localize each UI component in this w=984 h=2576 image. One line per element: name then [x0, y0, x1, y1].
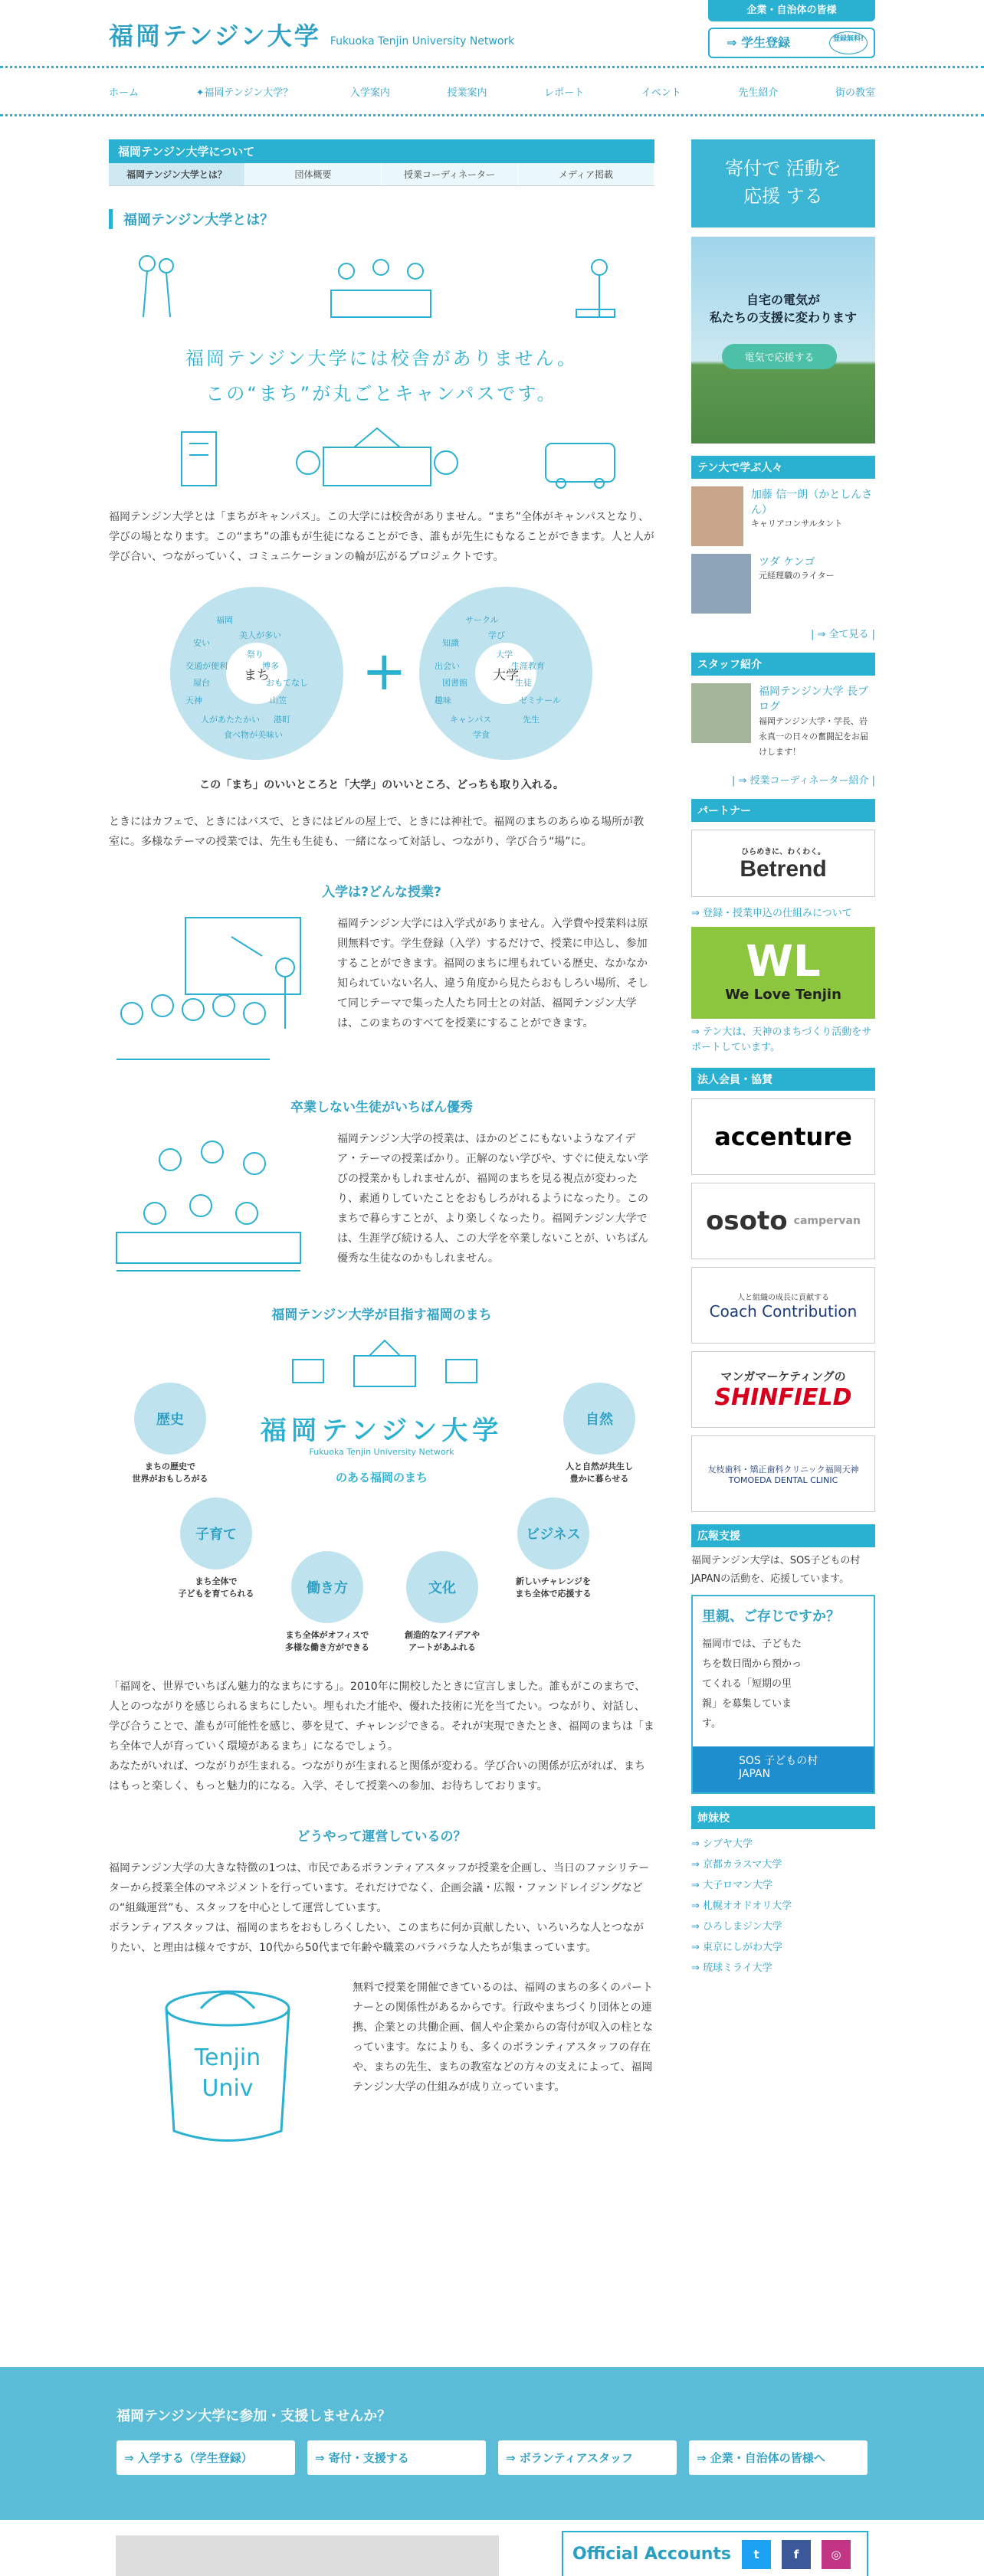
- vision-item: [281, 1551, 373, 1654]
- vision-logo-en: Fukuoka Tenjin University Network: [309, 1447, 454, 1457]
- sponsor-osoto[interactable]: [691, 1183, 875, 1259]
- arrow-icon: ⇒: [691, 1859, 704, 1871]
- operation-heading: どうやって運営しているの？: [297, 1829, 467, 1844]
- sister-school-link[interactable]: [691, 1958, 875, 1979]
- corporate-heading: 法人会員・協賛: [691, 1068, 875, 1091]
- box-label: Tenjin Univ: [194, 2044, 261, 2102]
- vision-item: [124, 1383, 216, 1485]
- sponsor-shinfield[interactable]: [691, 1351, 875, 1428]
- betrend-logo[interactable]: [691, 830, 875, 897]
- sponsor-coach[interactable]: [691, 1267, 875, 1344]
- join-volunteer-button[interactable]: ⇒ ボランティアスタッフ: [498, 2440, 677, 2475]
- sato-title: 里親、ご存じですか？: [702, 1609, 840, 1625]
- word-item: キャンパス: [450, 715, 492, 725]
- nav-bottom-border: [0, 114, 984, 116]
- word-item: 学食: [473, 730, 490, 740]
- sister-school-name: シブヤ大学: [703, 1838, 753, 1850]
- sos-name: SOS 子どもの村: [739, 1755, 818, 1767]
- staff-blog-desc: 福岡テンジン大学・学長、岩永真一の日々の奮闘記をお届けします！: [759, 716, 868, 757]
- plus-icon: +: [362, 640, 407, 702]
- sister-school-link[interactable]: [691, 1916, 875, 1937]
- vision-sub: のある福岡のまち: [335, 1471, 428, 1484]
- arrow-icon: ⇒: [691, 1838, 704, 1850]
- tab-about[interactable]: 福岡テンジン大学とは？: [109, 163, 245, 185]
- sister-school-name: ひろしまジン大学: [703, 1921, 782, 1933]
- electricity-banner[interactable]: [691, 237, 875, 444]
- vision-item-desc: 創造的なアイデアや アートがあふれる: [404, 1630, 480, 1652]
- sister-school-name: 札幌オオドオリ大学: [703, 1900, 792, 1912]
- sister-school-link[interactable]: [691, 1896, 875, 1916]
- vision-item: [507, 1497, 599, 1600]
- sister-school-link[interactable]: [691, 1834, 875, 1854]
- person-2-name[interactable]: ツダ ケンゴ: [759, 556, 815, 568]
- sister-school-link[interactable]: [691, 1875, 875, 1896]
- vision-item-desc: まち全体で 子どもを育てられる: [178, 1576, 254, 1599]
- sister-school-name: 京都カラスマ大学: [703, 1859, 782, 1871]
- vision-item: [553, 1383, 645, 1485]
- site-logo[interactable]: [109, 17, 514, 52]
- electricity-button[interactable]: 電気で応援する: [722, 344, 837, 369]
- main-nav: [109, 68, 875, 114]
- vision-town-icons: [285, 1337, 484, 1390]
- instagram-icon[interactable]: ◎: [822, 2540, 851, 2569]
- vision-diagram: [109, 1337, 654, 1658]
- nav-classrooms[interactable]: 街の教室: [835, 87, 875, 99]
- word-item: 港町: [274, 715, 290, 725]
- machi-daigaku-diagram: [109, 579, 654, 771]
- betrend-name: Betrend: [740, 856, 827, 882]
- word-item: 交通が便利: [185, 661, 228, 671]
- logo-subtitle: Fukuoka Tenjin University Network: [330, 35, 515, 47]
- word-item: 天神: [185, 696, 202, 705]
- tomoeda-name: 友枝歯科・矯正歯科クリニック福岡天神: [707, 1464, 859, 1475]
- staff-avatar: [691, 683, 751, 743]
- about-paragraph-2: ときにはカフェで、ときにはバスで、ときにはビルの屋上で、ときには神社で。福岡のまちのあらゆる場所が教室に。多様なテーマの授業では、先生も生徒も、一緒になって対話し、つながり、学び合う“場”に。: [109, 816, 645, 848]
- register-label: 学生登録: [740, 35, 790, 50]
- shinfield-tagline: マンガマーケティングの: [720, 1370, 846, 1383]
- arrow-icon: ⇒: [727, 35, 741, 50]
- word-item: 安い: [193, 638, 210, 648]
- twitter-icon[interactable]: t: [742, 2540, 771, 2569]
- admission-heading: 入学は?どんな授業?: [322, 885, 441, 900]
- sub-tabs: [109, 163, 654, 186]
- vision-item-circle: 子育て: [180, 1497, 252, 1569]
- word-item: 食べ物が美味い: [224, 730, 283, 740]
- staff-heading: スタッフ紹介: [691, 653, 875, 676]
- tab-coordinator[interactable]: 授業コーディネーター: [382, 163, 518, 185]
- coach-name: Coach Contribution: [709, 1301, 858, 1321]
- operation-paragraph-3: 無料で授業を開催できているのは、福岡のまちの多くのパートナーとの関係性があるからです。行政やまちづくり団体との連携、企業との共働企画、個人や企業からの寄付が収入の柱となっています。なによりも、多くのボランティアスタッフの存在や、まちの先生、まちの教室などの方々の支えによって、福岡テンジン大学の仕組みが成り立っています。: [353, 1982, 653, 2093]
- about-paragraph-1: 福岡テンジン大学とは「まちがキャンパス」。この大学には校舎がありません。“まち”全体がキャンパスとなり、学びの場となります。この“まち”の誰もが生徒になることができ、誰もが先生にもなることができます。人と人が学び合い、つながっていく、コミュニケーションの輪が広がるプロジェクトです。: [109, 511, 654, 563]
- person-1-name[interactable]: 加藤 信一朗（かとしんさん）: [750, 489, 873, 516]
- vision-item-desc: まち全体がオフィスで 多様な働き方ができる: [285, 1630, 369, 1652]
- students-illustration: [109, 1129, 316, 1275]
- vision-item-circle: ビジネス: [517, 1497, 589, 1569]
- bottom-placeholder: [116, 2535, 499, 2576]
- student-heading: 卒業しない生徒がいちばん優秀: [290, 1100, 473, 1115]
- join-buttons: [116, 2440, 868, 2475]
- sos-en: JAPAN: [739, 1768, 771, 1780]
- vision-item-desc: まちの歴史で 世界がおもしろがる: [132, 1461, 208, 1484]
- vision-item-desc: 人と自然が共生し 豊かに暮らせる: [566, 1461, 633, 1484]
- sister-school-name: 東京にしがわ大学: [703, 1942, 783, 1953]
- tomoeda-en: TOMOEDA DENTAL CLINIC: [728, 1475, 838, 1485]
- vision-logo-jp: 福岡テンジン大学: [260, 1416, 503, 1446]
- word-item: 福岡: [216, 615, 233, 625]
- logo-text: 福岡テンジン大学: [109, 21, 321, 51]
- sos-footer: [693, 1746, 874, 1792]
- nav-classes[interactable]: 授業案内: [447, 87, 487, 99]
- osoto-sub: campervan: [793, 1215, 861, 1227]
- word-item: 生徒: [515, 678, 532, 688]
- join-corporate-button[interactable]: ⇒ 企業・自治体の皆様へ: [689, 2440, 868, 2475]
- operation-paragraph-1: 福岡テンジン大学の大きな特徴の1つは、市民であるボランティアスタッフが授業を企画し、当日のファシリテーターから授業全体のマネジメントを行っています。それだけでなく、企画会議・広報・ファンドレイジングなどの“組織運営”も、スタッフを中心として運営しています。: [109, 1862, 650, 1914]
- coordinator-link[interactable]: | ⇒ 授業コーディネーター紹介 |: [731, 775, 875, 787]
- register-badge: 登録無料!: [829, 31, 868, 54]
- sister-school-name: 大子ロマン大学: [703, 1880, 773, 1891]
- section-header: 福岡テンジン大学について: [109, 139, 654, 163]
- official-accounts-label: Official Accounts: [572, 2545, 732, 2564]
- nav-teachers[interactable]: 先生紹介: [738, 87, 779, 99]
- sos-banner[interactable]: [691, 1595, 875, 1794]
- person-1-role: キャリアコンサルタント: [750, 519, 843, 529]
- vision-item-circle: 文化: [406, 1551, 478, 1623]
- wl-banner[interactable]: [691, 927, 875, 1019]
- word-item: 学び: [488, 630, 505, 640]
- partner-link-registration[interactable]: ⇒ 登録・授業申込の仕組みについて: [691, 908, 852, 919]
- sidebar: [691, 139, 875, 2154]
- staff-blog[interactable]: [691, 683, 875, 760]
- arrow-icon: ⇒: [691, 1921, 704, 1933]
- betrend-tagline: ひらめきに、わくわく。: [741, 847, 825, 856]
- student-register-button[interactable]: [708, 28, 875, 58]
- word-item: 大学: [496, 650, 513, 660]
- vision-paragraph: 「福岡を、世界でいちばん魅力的なまちにする」。2010年に開校したときに宣言しました。誰もがこのまちで、人とのつながりを感じられるまちにしたい。埋もれた才能や、優れた技術に光を当てたい。つながり、対話し、学び合うことで、誰もが可能性を感じ、夢を見て、チャレンジできる。それが実現できたとき、福岡のまちは「まち全体で人が育っていく環境があるまち」になるでしょう。: [109, 1681, 654, 1753]
- word-item: 美人が多い: [239, 630, 281, 640]
- person-1-avatar: [691, 486, 743, 546]
- person-2[interactable]: [691, 554, 875, 614]
- person-1[interactable]: [691, 486, 875, 546]
- bottom-bar: [0, 2520, 984, 2576]
- campus-illustration-top: [109, 244, 654, 329]
- arrow-icon: ⇒: [691, 1942, 704, 1953]
- osoto-name: osoto: [706, 1206, 788, 1236]
- nav-event[interactable]: イベント: [641, 87, 681, 99]
- word-item: 博多: [262, 661, 279, 671]
- vision-paragraph-2: あなたがいれば、つながりが生まれる。つながりが生まれると関係が変わる。学び合いの関係が広がれば、まちはもっと楽しく、もっと魅力的になる。入学、そして授業への参加、お待ちしております。: [109, 1760, 645, 1792]
- content-columns: [109, 139, 875, 2154]
- word-item: 屋台: [193, 678, 210, 688]
- catch-line-1: 福岡テンジン大学には校舎がありません。: [185, 348, 579, 369]
- campus-illustration-bottom: [109, 421, 654, 493]
- student-text: 福岡テンジン大学の授業は、ほかのどこにもないようなアイデア・テーマの授業ばかり。正解のない学びや、すぐに使えない学びの授業かもしれませんが、福岡のまちを見る視点が変わったり、素通りしていたことをおもしろがれるようになったり。このまちで暮らすことが、より楽しくなったり。福岡テンジン大学では、生涯学び続ける人、この大学を卒業しないことが、いちばん優秀な生徒なのかもしれません。: [337, 1133, 648, 1265]
- main-content: [109, 139, 654, 2154]
- catch-line-2: この“まち”が丸ごとキャンパスです。: [205, 383, 558, 404]
- word-item: サークル: [465, 615, 499, 625]
- vision-heading: 福岡テンジン大学が目指す福岡のまち: [271, 1308, 492, 1323]
- people-more-link[interactable]: | ⇒ 全て見る |: [810, 629, 875, 640]
- sister-school-link[interactable]: [691, 1854, 875, 1875]
- shinfield-name: SHINFIELD: [714, 1384, 852, 1411]
- tab-organization[interactable]: 団体概要: [245, 163, 382, 185]
- vision-item-desc: 新しいチャレンジを まち全体で応援する: [515, 1576, 592, 1599]
- tab-media[interactable]: メディア掲載: [518, 163, 654, 185]
- about-heading: 福岡テンジン大学とは？: [109, 209, 654, 229]
- person-2-avatar: [691, 554, 751, 614]
- combine-caption: この「まち」のいいところと「大学」のいいところ、どっちも取り入れる。: [199, 779, 564, 791]
- vision-item: [170, 1497, 262, 1600]
- corporate-link[interactable]: 企業・自治体の皆様: [708, 0, 875, 21]
- pr-text: 福岡テンジン大学は、SOS子どもの村JAPANの活動を、応援しています。: [691, 1555, 861, 1585]
- vision-item-circle: 働き方: [291, 1551, 363, 1623]
- sponsor-tomoeda[interactable]: [691, 1435, 875, 1512]
- classroom-illustration: [109, 914, 316, 1067]
- word-item: 生涯教育: [511, 661, 545, 671]
- vision-item-circle: 自然: [563, 1383, 635, 1455]
- sato-text: 福岡市では、子どもたちを数日間から預かってくれる「短期の里親」を募集しています。: [702, 1638, 802, 1730]
- word-item: おもてなし: [266, 678, 308, 688]
- word-item: 知識: [442, 638, 459, 648]
- word-item: 出会い: [435, 661, 460, 671]
- vision-item-circle: 歴史: [134, 1383, 206, 1455]
- person-2-role: 元経理職のライター: [759, 571, 835, 581]
- nav-home[interactable]: ホーム: [109, 87, 139, 99]
- vision-item: [396, 1551, 488, 1654]
- word-item: 山笠: [270, 696, 287, 705]
- staff-blog-title[interactable]: 福岡テンジン大学 長ブログ: [759, 686, 869, 713]
- join-footer: [0, 2367, 984, 2520]
- header: [109, 0, 875, 66]
- sister-school-name: 琉球ミライ大学: [703, 1962, 772, 1974]
- join-donate-button[interactable]: ⇒ 寄付・支援する: [307, 2440, 486, 2475]
- facebook-icon[interactable]: f: [782, 2540, 811, 2569]
- arrow-icon: ⇒: [691, 1900, 704, 1912]
- sponsor-accenture[interactable]: accenture: [691, 1098, 875, 1175]
- partner-link-tenjin[interactable]: ⇒ テン大は、天神のまちづくり活動をサポートしています。: [691, 1026, 872, 1053]
- word-item: ゼミナール: [519, 696, 561, 705]
- operation-paragraph-2: ボランティアスタッフは、福岡のまちをおもしろくしたい、このまちに何か貢献したい、いろいろな人とつながりたい、と理由は様々ですが、10代から50代まで年齢や職業のバラバラな人たちが集まっています。: [109, 1922, 645, 1954]
- sister-school-link[interactable]: [691, 1937, 875, 1958]
- partner-heading: パートナー: [691, 799, 875, 822]
- catchphrase: [109, 341, 654, 411]
- official-accounts: [562, 2531, 868, 2576]
- word-item: 人があたたかい: [201, 715, 260, 725]
- people-heading: テン大で学ぶ人々: [691, 456, 875, 479]
- sister-list: [691, 1834, 875, 1979]
- donation-box-illustration: [139, 1978, 331, 2154]
- machi-center: まち: [226, 643, 287, 704]
- arrow-icon: ⇒: [691, 1880, 704, 1891]
- daigaku-center: 大学: [475, 643, 536, 704]
- wl-tagline: We Love Tenjin: [725, 987, 841, 1003]
- electricity-catch: 自宅の電気が 私たちの支援に変わります: [709, 293, 857, 325]
- admission-text: 福岡テンジン大学には入学式がありません。入学費や授業料は原則無料です。学生登録（入学）するだけで、授業に申込し、参加することができます。福岡のまちに埋もれている歴史、なかなか知られていない名人、違う角度から見たらおもしろい場所、そして同じテーマで集った人たち同士との対話、福岡テンジン大学は、このまちのすべてを授業にすることができます。: [337, 918, 648, 1029]
- arrow-icon: ⇒: [691, 1962, 704, 1974]
- pr-heading: 広報支援: [691, 1524, 875, 1547]
- nav-about[interactable]: ✦福岡テンジン大学？: [195, 87, 294, 99]
- donate-banner[interactable]: 寄付で 活動を 応援 する: [691, 139, 875, 227]
- word-item: 図書館: [442, 678, 467, 688]
- join-title: 福岡テンジン大学に参加・支援しませんか？: [116, 2408, 392, 2424]
- word-item: 趣味: [435, 696, 451, 705]
- sister-heading: 姉妹校: [691, 1806, 875, 1829]
- nav-report[interactable]: レポート: [544, 87, 585, 99]
- word-item: 先生: [523, 715, 540, 725]
- join-register-button[interactable]: ⇒ 入学する（学生登録）: [116, 2440, 295, 2475]
- nav-admission[interactable]: 入学案内: [349, 87, 390, 99]
- word-item: 祭り: [247, 650, 264, 660]
- coach-tagline: 人と組織の成長に貢献する: [737, 1293, 829, 1302]
- wl-logo: WL: [746, 937, 821, 987]
